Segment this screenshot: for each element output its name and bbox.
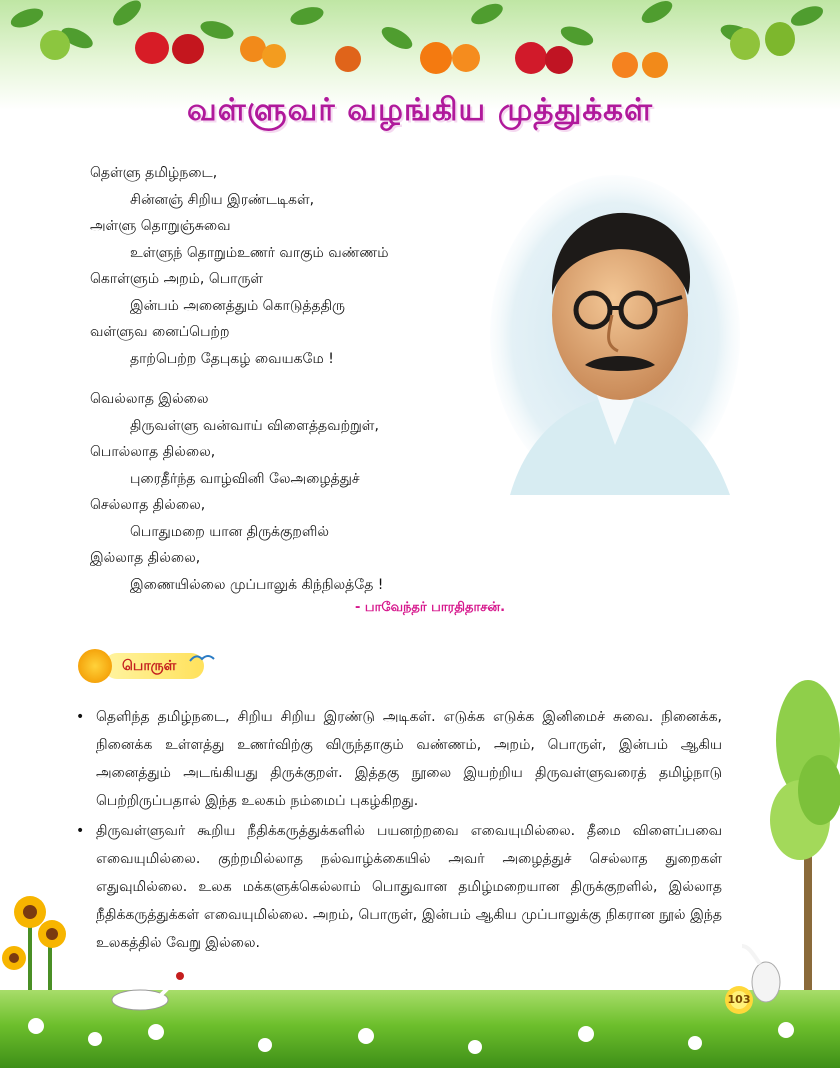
bullet: •	[76, 823, 85, 839]
poem-stanza-1	[90, 160, 490, 372]
poem-author: - பாவேந்தர் பாரதிதாசன்.	[355, 600, 506, 615]
meaning-item	[76, 703, 722, 815]
poem-line: இணையில்லை முப்பாலுக் கிந்நிலத்தே !	[130, 576, 384, 593]
sunflowers-illustration	[0, 872, 80, 1002]
poem-line: சின்னஞ் சிறிய இரண்டடிகள்,	[130, 191, 315, 208]
poem-line: செல்லாத தில்லை,	[90, 497, 206, 513]
meaning-heading	[78, 647, 218, 685]
poem	[90, 160, 490, 598]
meaning-item	[76, 817, 722, 957]
stork-icon	[100, 968, 190, 1018]
poem-line: வெல்லாத இல்லை	[90, 391, 209, 407]
meaning-heading-label: பொருள்	[122, 658, 177, 674]
poem-line: உள்ளுந் தொறும்உணர் வாகும் வண்ணம்	[130, 244, 389, 261]
poem-line: இன்பம் அனைத்தும் கொடுத்ததிரு	[130, 297, 346, 314]
poem-line: தாற்பெற்ற தேபுகழ் வையகமே !	[130, 350, 334, 367]
poem-line: அள்ளு தொறுஞ்சுவை	[90, 218, 231, 234]
page-title: வள்ளுவர் வழங்கிய முத்துக்கள்	[187, 92, 653, 128]
meaning-text: திருவள்ளுவர் கூறிய நீதிக்கருத்துக்களில் பயனற்றவை எவையுமில்லை. தீமை விளைப்பவை எவையுமில்லை. குற்றமில்லாத நல்வாழ்க்கையில் அவர் அழைத்துச் செல்லாத துறைகள் எதுவுமில்லை. உலக மக்களுக்கெல்லாம் பொதுவான தமிழ்மறையான திருக்குறளில், இல்லாத நீதிக்கருத்துக்கள் எவையுமில்லை. அறம், பொருள், இன்பம் ஆகிய முப்பாலுக்கு நிகரான நூல் இந்த உலகத்தில் வேறு இல்லை.	[96, 823, 722, 951]
poem-line: வள்ளுவ னைப்பெற்ற	[90, 324, 230, 340]
meaning-list	[76, 703, 722, 959]
birds-icon	[188, 649, 218, 669]
poem-line: பொல்லாத தில்லை,	[90, 444, 216, 460]
sun-icon	[78, 649, 112, 683]
meaning-text: தெளிந்த தமிழ்நடை, சிறிய சிறிய இரண்டு அடிகள். எடுக்க எடுக்க இனிமைச் சுவை. நினைக்க, நினைக்க உள்ளத்து உணர்விற்கு விருந்தாகும் வண்ணம், அறம், பொருள், இன்பம் ஆகிய அனைத்தும் அடங்கியது திருக்குறள். இத்தகு நூலை இயற்றிய திருவள்ளுவரைத் தமிழ்நாடு பெற்றிருப்பதால் இந்த உலகம் நம்மைப் புகழ்கிறது.	[96, 709, 722, 809]
poem-line: இல்லாத தில்லை,	[90, 550, 201, 566]
poem-line: கொள்ளும் அறம், பொருள்	[90, 271, 264, 287]
poet-portrait	[490, 175, 740, 495]
poem-line: திருவள்ளு வன்வாய் விளைத்தவற்றுள்,	[130, 417, 379, 434]
poem-line: புரைதீர்ந்த வாழ்வினி லேஅழைத்துச்	[130, 470, 360, 487]
poem-line: பொதுமறை யான திருக்குறளில்	[130, 523, 329, 540]
page-number: 103	[727, 993, 751, 1006]
poem-line: தெள்ளு தமிழ்நடை,	[90, 165, 218, 181]
bullet: •	[76, 709, 85, 725]
poem-stanza-2	[90, 386, 490, 598]
